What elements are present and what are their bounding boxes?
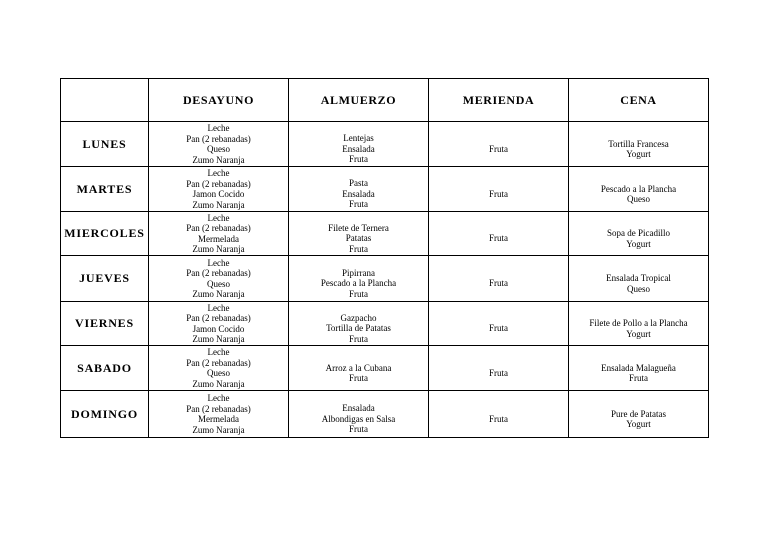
desayuno-item: Zumo Naranja (192, 244, 245, 254)
header-merienda: MERIENDA (429, 79, 569, 122)
cell-desayuno (149, 302, 289, 346)
day-label: MARTES (61, 167, 149, 212)
cell-cena (569, 122, 709, 167)
cell-almuerzo (289, 391, 429, 438)
cell-merienda (429, 167, 569, 212)
cell-almuerzo (289, 122, 429, 167)
almuerzo-item: Fruta (349, 373, 368, 383)
desayuno-item: Leche (207, 347, 230, 357)
cena-item: Fruta (629, 373, 648, 383)
desayuno-item: Pan (2 rebanadas) (186, 178, 251, 189)
cell-merienda (429, 302, 569, 346)
cena-item: Yogurt (626, 419, 651, 429)
cena-item: Pure de Patatas (611, 408, 666, 419)
almuerzo-item: Tortilla de Patatas (326, 323, 391, 334)
cena-item: Ensalada Tropical (606, 273, 671, 283)
corner-cell (61, 79, 149, 122)
desayuno-item: Pan (2 rebanadas) (186, 357, 251, 368)
cell-merienda (429, 256, 569, 302)
cell-desayuno (149, 346, 289, 391)
desayuno-item: Queso (207, 368, 230, 378)
almuerzo-item: Fruta (349, 288, 368, 299)
merienda-item: Fruta (489, 233, 508, 244)
desayuno-item: Jamon Cocido (192, 323, 245, 334)
almuerzo-item: Fruta (349, 424, 368, 435)
merienda-item: Fruta (489, 143, 508, 154)
almuerzo-item: Pasta (349, 178, 368, 189)
menu-body (61, 122, 709, 438)
almuerzo-item: Fruta (349, 199, 368, 210)
day-row (61, 212, 709, 256)
desayuno-item: Jamon Cocido (192, 189, 245, 199)
almuerzo-item: Lentejas (343, 133, 374, 144)
header-desayuno: DESAYUNO (149, 79, 289, 122)
cell-desayuno (149, 122, 289, 167)
cena-item: Queso (627, 283, 650, 294)
cena-item: Tortilla Francesa (608, 138, 669, 149)
desayuno-item: Leche (207, 257, 230, 268)
almuerzo-item: Albondigas en Salsa (321, 413, 396, 424)
desayuno-item: Queso (207, 144, 230, 154)
desayuno-item: Leche (207, 393, 230, 403)
almuerzo-item: Fruta (349, 154, 368, 165)
almuerzo-item: Fruta (349, 243, 368, 254)
day-row (61, 346, 709, 391)
cell-merienda (429, 212, 569, 256)
cell-merienda (429, 122, 569, 167)
header-almuerzo: ALMUERZO (289, 79, 429, 122)
day-label: JUEVES (61, 256, 149, 302)
almuerzo-item: Patatas (345, 233, 372, 244)
cena-item: Ensalada Malagueña (601, 362, 676, 373)
merienda-item: Fruta (489, 278, 508, 289)
almuerzo-item: Filete de Ternera (328, 222, 389, 233)
day-row (61, 256, 709, 302)
desayuno-item: Pan (2 rebanadas) (186, 133, 251, 144)
day-label: MIERCOLES (61, 212, 149, 256)
desayuno-item: Pan (2 rebanadas) (186, 313, 251, 323)
cena-item: Yogurt (626, 238, 651, 249)
almuerzo-item: Ensalada (342, 143, 375, 154)
almuerzo-item: Ensalada (342, 188, 375, 199)
cena-item: Yogurt (626, 328, 651, 339)
almuerzo-item: Pipirrana (342, 267, 375, 278)
day-label: VIERNES (61, 302, 149, 346)
merienda-item: Fruta (489, 367, 508, 378)
cell-cena (569, 167, 709, 212)
cell-cena (569, 212, 709, 256)
desayuno-item: Leche (207, 302, 230, 313)
desayuno-item: Zumo Naranja (192, 424, 245, 435)
cell-cena (569, 302, 709, 346)
day-row (61, 122, 709, 167)
day-label: DOMINGO (61, 391, 149, 438)
day-row (61, 167, 709, 212)
desayuno-item: Leche (207, 168, 230, 178)
day-label: SABADO (61, 346, 149, 391)
cell-almuerzo (289, 212, 429, 256)
desayuno-item: Pan (2 rebanadas) (186, 223, 251, 233)
desayuno-item: Zumo Naranja (192, 334, 245, 344)
desayuno-item: Queso (207, 278, 230, 289)
almuerzo-item: Pescado a la Plancha (320, 278, 397, 289)
almuerzo-item: Gazpacho (340, 312, 377, 323)
cell-desayuno (149, 391, 289, 438)
cena-item: Queso (627, 194, 650, 204)
desayuno-item: Zumo Naranja (192, 378, 245, 389)
merienda-item: Fruta (489, 188, 508, 199)
cell-merienda (429, 346, 569, 391)
cena-item: Sopa de Picadillo (607, 228, 670, 238)
desayuno-item: Pan (2 rebanadas) (186, 268, 251, 278)
desayuno-item: Mermelada (198, 414, 239, 424)
desayuno-item: Zumo Naranja (192, 289, 245, 299)
cell-almuerzo (289, 256, 429, 302)
weekly-menu-table (60, 78, 709, 438)
merienda-item: Fruta (489, 413, 508, 424)
cell-desayuno (149, 167, 289, 212)
desayuno-item: Leche (207, 212, 230, 223)
desayuno-item: Leche (207, 123, 230, 133)
desayuno-item: Pan (2 rebanadas) (186, 403, 251, 414)
cell-almuerzo (289, 346, 429, 391)
almuerzo-item: Arroz a la Cubana (325, 362, 392, 373)
cell-desayuno (149, 256, 289, 302)
desayuno-item: Mermelada (198, 233, 239, 244)
day-row (61, 302, 709, 346)
cell-merienda (429, 391, 569, 438)
header-cena: CENA (569, 79, 709, 122)
cena-item: Filete de Pollo a la Plancha (589, 318, 688, 328)
cell-desayuno (149, 212, 289, 256)
day-row (61, 391, 709, 438)
merienda-item: Fruta (489, 323, 508, 334)
desayuno-item: Zumo Naranja (192, 154, 245, 165)
almuerzo-item: Ensalada (342, 403, 375, 414)
cell-cena (569, 256, 709, 302)
cell-almuerzo (289, 302, 429, 346)
cell-cena (569, 391, 709, 438)
almuerzo-item: Fruta (349, 333, 368, 344)
cell-cena (569, 346, 709, 391)
day-label: LUNES (61, 122, 149, 167)
cell-almuerzo (289, 167, 429, 212)
cena-item: Pescado a la Plancha (600, 183, 677, 194)
header-row (61, 79, 709, 122)
desayuno-item: Zumo Naranja (192, 199, 245, 210)
cena-item: Yogurt (626, 149, 651, 159)
